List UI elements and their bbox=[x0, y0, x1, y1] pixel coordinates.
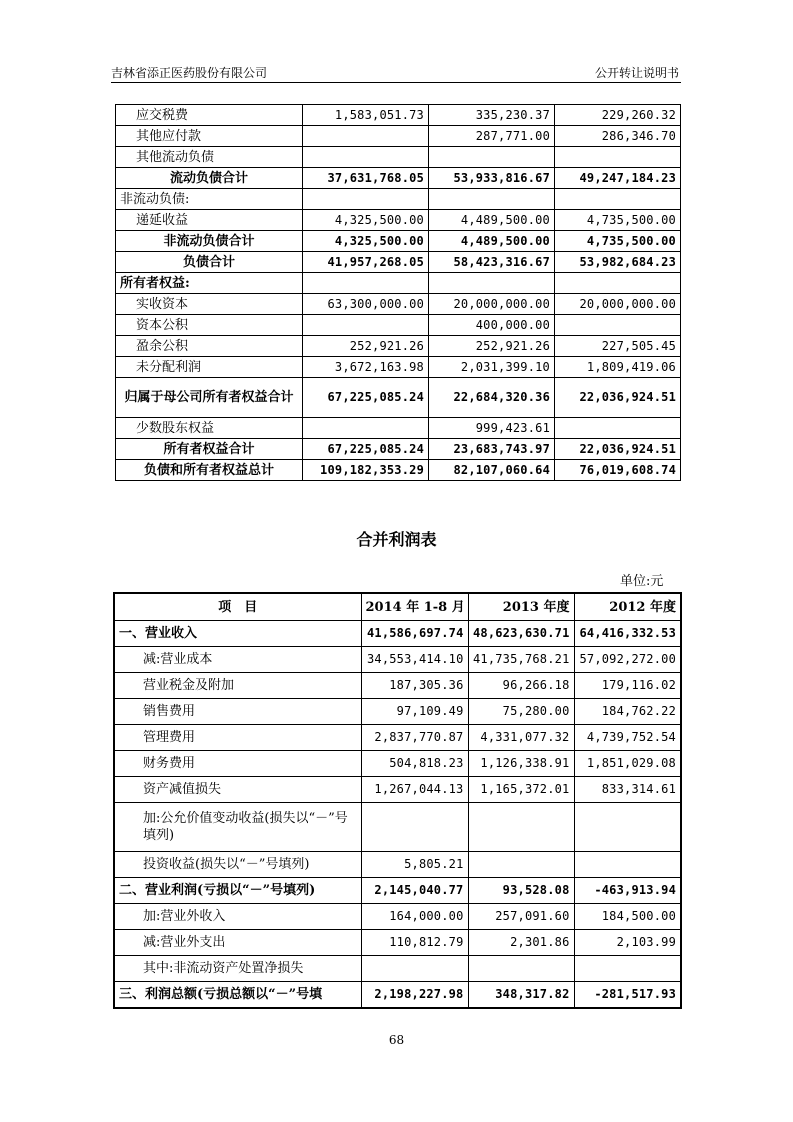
value-cell: 20,000,000.00 bbox=[555, 294, 681, 315]
row-label: 资本公积 bbox=[116, 315, 303, 336]
row-label: 非流动负债: bbox=[116, 189, 303, 210]
table-row bbox=[114, 878, 681, 904]
page-number: 68 bbox=[388, 1033, 405, 1047]
table-row bbox=[114, 751, 681, 777]
value-cell: 41,957,268.05 bbox=[303, 252, 429, 273]
value-cell: 184,762.22 bbox=[574, 699, 681, 725]
row-label: 递延收益 bbox=[116, 210, 303, 231]
table-header-row bbox=[114, 593, 681, 621]
unit-label: 单位:元 bbox=[620, 574, 664, 589]
value-cell bbox=[574, 803, 681, 852]
value-cell: 999,423.61 bbox=[429, 418, 555, 439]
row-label: 非流动负债合计 bbox=[116, 231, 303, 252]
row-label: 其他流动负债 bbox=[116, 147, 303, 168]
row-label: 其中:非流动资产处置净损失 bbox=[114, 956, 361, 982]
table-row bbox=[116, 147, 681, 168]
value-cell: 57,092,272.00 bbox=[574, 647, 681, 673]
value-cell bbox=[303, 315, 429, 336]
income-statement-title: 合并利润表 bbox=[356, 530, 437, 549]
value-cell: 109,182,353.29 bbox=[303, 460, 429, 481]
value-cell bbox=[555, 189, 681, 210]
value-cell: 1,583,051.73 bbox=[303, 105, 429, 126]
table-row bbox=[114, 982, 681, 1009]
page-header bbox=[111, 62, 681, 83]
row-label: 其他应付款 bbox=[116, 126, 303, 147]
value-cell: 335,230.37 bbox=[429, 105, 555, 126]
value-cell: 1,126,338.91 bbox=[468, 751, 574, 777]
row-label: 应交税费 bbox=[116, 105, 303, 126]
value-cell: 286,346.70 bbox=[555, 126, 681, 147]
value-cell: 20,000,000.00 bbox=[429, 294, 555, 315]
value-cell bbox=[429, 147, 555, 168]
row-label: 负债合计 bbox=[116, 252, 303, 273]
table-row bbox=[114, 852, 681, 878]
value-cell: 164,000.00 bbox=[361, 904, 468, 930]
value-cell: 22,036,924.51 bbox=[555, 439, 681, 460]
value-cell: 504,818.23 bbox=[361, 751, 468, 777]
table-row bbox=[116, 294, 681, 315]
row-label: 加:公允价值变动收益(损失以“－”号填列) bbox=[114, 803, 361, 852]
row-label: 财务费用 bbox=[114, 751, 361, 777]
row-label: 归属于母公司所有者权益合计 bbox=[116, 378, 303, 418]
value-cell bbox=[555, 273, 681, 294]
value-cell bbox=[361, 956, 468, 982]
table-row bbox=[114, 725, 681, 751]
row-label: 加:营业外收入 bbox=[114, 904, 361, 930]
value-cell: 229,260.32 bbox=[555, 105, 681, 126]
value-cell: 63,300,000.00 bbox=[303, 294, 429, 315]
value-cell: 58,423,316.67 bbox=[429, 252, 555, 273]
value-cell: 48,623,630.71 bbox=[468, 621, 574, 647]
table-row bbox=[114, 777, 681, 803]
value-cell: 833,314.61 bbox=[574, 777, 681, 803]
value-cell: 110,812.79 bbox=[361, 930, 468, 956]
value-cell: 1,165,372.01 bbox=[468, 777, 574, 803]
value-cell bbox=[429, 189, 555, 210]
value-cell bbox=[303, 126, 429, 147]
value-cell: 53,933,816.67 bbox=[429, 168, 555, 189]
table-row bbox=[116, 252, 681, 273]
value-cell: 1,267,044.13 bbox=[361, 777, 468, 803]
value-cell: 53,982,684.23 bbox=[555, 252, 681, 273]
value-cell: 67,225,085.24 bbox=[303, 439, 429, 460]
row-label: 减:营业外支出 bbox=[114, 930, 361, 956]
value-cell: 252,921.26 bbox=[303, 336, 429, 357]
company-name: 吉林省添正医药股份有限公司 bbox=[111, 66, 268, 80]
value-cell: 41,735,768.21 bbox=[468, 647, 574, 673]
value-cell: -463,913.94 bbox=[574, 878, 681, 904]
row-label: 销售费用 bbox=[114, 699, 361, 725]
row-label: 实收资本 bbox=[116, 294, 303, 315]
table-row bbox=[116, 418, 681, 439]
value-cell: 96,266.18 bbox=[468, 673, 574, 699]
header-2013: 2013 年度 bbox=[468, 593, 574, 621]
value-cell: 257,091.60 bbox=[468, 904, 574, 930]
value-cell: 5,805.21 bbox=[361, 852, 468, 878]
table-row bbox=[114, 673, 681, 699]
value-cell: 348,317.82 bbox=[468, 982, 574, 1009]
table-row bbox=[114, 956, 681, 982]
value-cell: 2,031,399.10 bbox=[429, 357, 555, 378]
table-row bbox=[116, 105, 681, 126]
row-label: 负债和所有者权益总计 bbox=[116, 460, 303, 481]
value-cell: 1,851,029.08 bbox=[574, 751, 681, 777]
table-row bbox=[116, 126, 681, 147]
value-cell bbox=[574, 956, 681, 982]
value-cell: 82,107,060.64 bbox=[429, 460, 555, 481]
value-cell bbox=[468, 803, 574, 852]
table-row bbox=[116, 168, 681, 189]
table-row bbox=[114, 647, 681, 673]
value-cell: 4,325,500.00 bbox=[303, 231, 429, 252]
value-cell: 97,109.49 bbox=[361, 699, 468, 725]
row-label: 减:营业成本 bbox=[114, 647, 361, 673]
value-cell: 37,631,768.05 bbox=[303, 168, 429, 189]
table-row bbox=[116, 378, 681, 418]
header-2014: 2014 年 1-8 月 bbox=[361, 593, 468, 621]
table-row bbox=[116, 315, 681, 336]
value-cell: 22,036,924.51 bbox=[555, 378, 681, 418]
table-row bbox=[116, 189, 681, 210]
value-cell: 400,000.00 bbox=[429, 315, 555, 336]
value-cell: 2,301.86 bbox=[468, 930, 574, 956]
table-row bbox=[116, 439, 681, 460]
value-cell: 184,500.00 bbox=[574, 904, 681, 930]
value-cell: 252,921.26 bbox=[429, 336, 555, 357]
value-cell: 67,225,085.24 bbox=[303, 378, 429, 418]
value-cell: 2,145,040.77 bbox=[361, 878, 468, 904]
value-cell bbox=[468, 852, 574, 878]
value-cell: 179,116.02 bbox=[574, 673, 681, 699]
value-cell bbox=[303, 147, 429, 168]
row-label: 三、利润总额(亏损总额以“－”号填 bbox=[114, 982, 361, 1009]
value-cell: 1,809,419.06 bbox=[555, 357, 681, 378]
value-cell: 22,684,320.36 bbox=[429, 378, 555, 418]
value-cell bbox=[468, 956, 574, 982]
row-label: 营业税金及附加 bbox=[114, 673, 361, 699]
value-cell bbox=[555, 147, 681, 168]
row-label: 盈余公积 bbox=[116, 336, 303, 357]
value-cell: 75,280.00 bbox=[468, 699, 574, 725]
table-row bbox=[116, 336, 681, 357]
balance-sheet-table bbox=[115, 104, 681, 481]
table-row bbox=[116, 273, 681, 294]
value-cell bbox=[361, 803, 468, 852]
value-cell: 2,103.99 bbox=[574, 930, 681, 956]
row-label: 管理费用 bbox=[114, 725, 361, 751]
row-label: 所有者权益合计 bbox=[116, 439, 303, 460]
row-label: 资产减值损失 bbox=[114, 777, 361, 803]
value-cell: 187,305.36 bbox=[361, 673, 468, 699]
value-cell: 93,528.08 bbox=[468, 878, 574, 904]
value-cell bbox=[303, 189, 429, 210]
row-label: 所有者权益: bbox=[116, 273, 303, 294]
document-name: 公开转让说明书 bbox=[594, 66, 679, 80]
value-cell: 4,489,500.00 bbox=[429, 231, 555, 252]
value-cell: 41,586,697.74 bbox=[361, 621, 468, 647]
value-cell: 64,416,332.53 bbox=[574, 621, 681, 647]
value-cell: 4,735,500.00 bbox=[555, 210, 681, 231]
table-row bbox=[116, 210, 681, 231]
row-label: 流动负债合计 bbox=[116, 168, 303, 189]
row-label: 少数股东权益 bbox=[116, 418, 303, 439]
row-label: 二、营业利润(亏损以“－”号填列) bbox=[114, 878, 361, 904]
value-cell: 4,331,077.32 bbox=[468, 725, 574, 751]
value-cell: 287,771.00 bbox=[429, 126, 555, 147]
value-cell bbox=[303, 273, 429, 294]
row-label: 未分配利润 bbox=[116, 357, 303, 378]
value-cell bbox=[555, 418, 681, 439]
income-statement-table bbox=[113, 592, 682, 1009]
value-cell: 23,683,743.97 bbox=[429, 439, 555, 460]
value-cell: 4,739,752.54 bbox=[574, 725, 681, 751]
table-row bbox=[114, 803, 681, 852]
value-cell: 2,198,227.98 bbox=[361, 982, 468, 1009]
value-cell: -281,517.93 bbox=[574, 982, 681, 1009]
value-cell: 4,325,500.00 bbox=[303, 210, 429, 231]
value-cell: 2,837,770.87 bbox=[361, 725, 468, 751]
table-row bbox=[116, 231, 681, 252]
table-row bbox=[116, 460, 681, 481]
row-label: 投资收益(损失以“－”号填列) bbox=[114, 852, 361, 878]
value-cell bbox=[429, 273, 555, 294]
value-cell: 4,735,500.00 bbox=[555, 231, 681, 252]
value-cell: 34,553,414.10 bbox=[361, 647, 468, 673]
table-row bbox=[114, 699, 681, 725]
value-cell: 4,489,500.00 bbox=[429, 210, 555, 231]
value-cell bbox=[555, 315, 681, 336]
value-cell bbox=[574, 852, 681, 878]
table-row bbox=[114, 904, 681, 930]
header-item: 项 目 bbox=[114, 593, 361, 621]
value-cell: 76,019,608.74 bbox=[555, 460, 681, 481]
header-2012: 2012 年度 bbox=[574, 593, 681, 621]
value-cell: 227,505.45 bbox=[555, 336, 681, 357]
value-cell bbox=[303, 418, 429, 439]
row-label: 一、营业收入 bbox=[114, 621, 361, 647]
value-cell: 49,247,184.23 bbox=[555, 168, 681, 189]
table-row bbox=[116, 357, 681, 378]
table-row bbox=[114, 621, 681, 647]
value-cell: 3,672,163.98 bbox=[303, 357, 429, 378]
table-row bbox=[114, 930, 681, 956]
